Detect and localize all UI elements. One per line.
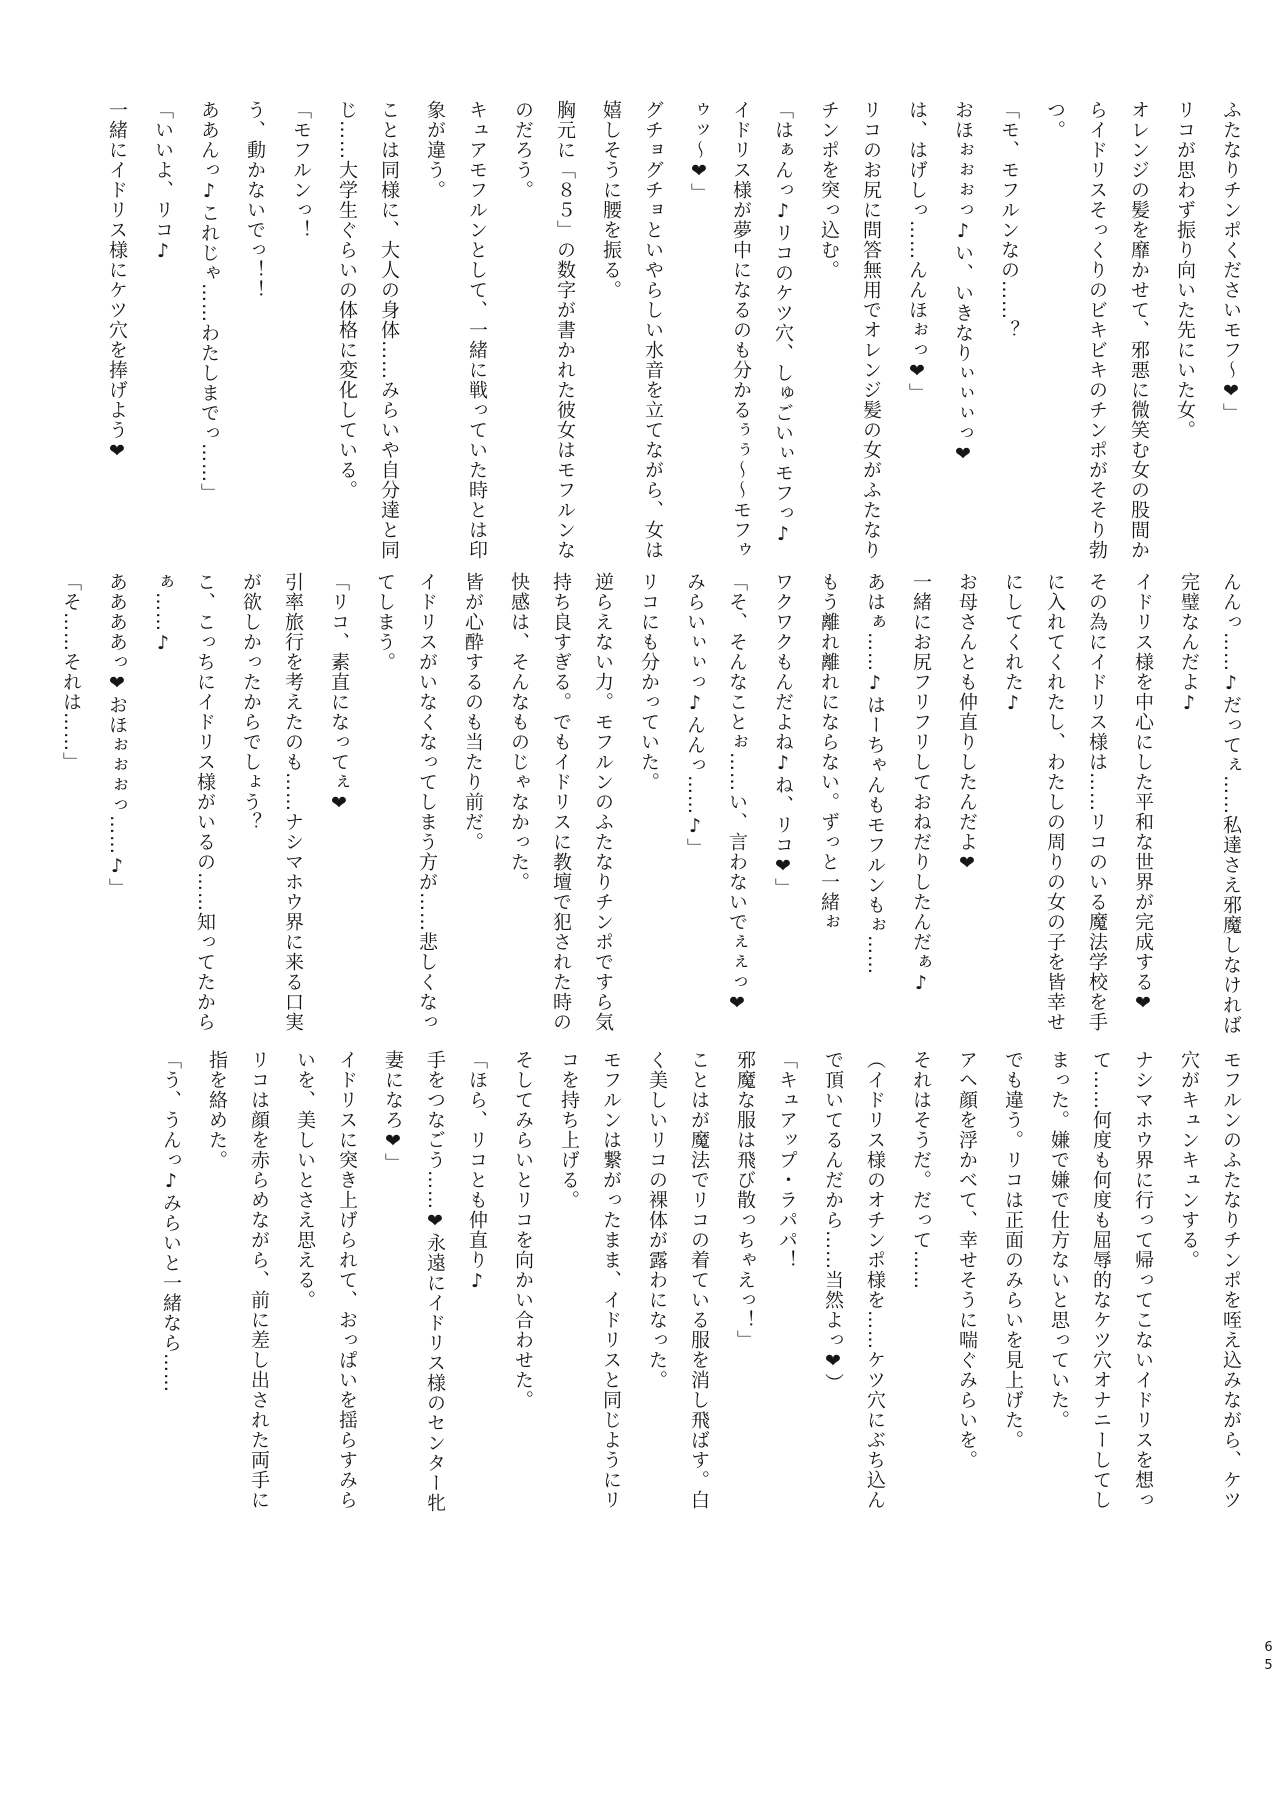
text-column: ゥッ～❤」 <box>688 100 710 203</box>
text-column: 妻になろ❤」 <box>382 1050 404 1173</box>
text-column: 「そ、そんなことぉ……い、言わないでぇぇっ❤ <box>726 572 748 1015</box>
text-column: モフルンのふたなりチンポを咥え込みながら、ケツ <box>1220 1050 1242 1510</box>
text-column: 「う、うんっ♪みらいと一緒なら…… <box>160 1050 182 1393</box>
text-column: 胸元に「８５」の数字が書かれた彼女はモフルンな <box>554 100 576 560</box>
text-column: ぁ……♪ <box>152 572 174 655</box>
text-column: く美しいリコの裸体が露わになった。 <box>646 1050 668 1390</box>
text-band-bottom <box>150 1050 1252 1516</box>
text-column: その為にイドリス様は……リコのいる魔法学校を手 <box>1086 572 1108 1032</box>
text-column: 「いいよ、リコ♪ <box>152 100 174 263</box>
text-column: 穴がキュンキュンする。 <box>1178 1050 1200 1270</box>
text-column: 一緒にイドリス様にケツ穴を捧げよう❤ <box>106 100 128 463</box>
text-column: 「そ……それは……」 <box>60 572 82 772</box>
text-column: ナシマホウ界に行って帰ってこないイドリスを想っ <box>1132 1050 1154 1510</box>
text-band-top <box>96 100 1252 566</box>
text-column: 完璧なんだよ♪ <box>1178 572 1200 715</box>
text-column: ことは同様に、大人の身体……みらいや自分達と同 <box>378 100 400 560</box>
text-column: 持ち良すぎる。でもイドリスに教壇で犯された時の <box>550 572 572 1032</box>
text-column: いを、美しいとさえ思える。 <box>294 1050 316 1310</box>
text-column: のだろう。 <box>512 100 534 200</box>
text-column: 「はぁんっ♪リコのケツ穴、しゅごいぃモフっ♪ <box>772 100 794 546</box>
text-column: （イドリス様のオチンポ様を……ケツ穴にぶち込ん <box>864 1050 886 1510</box>
text-column: に入れてくれたし、わたしの周りの女の子を皆幸せ <box>1044 572 1066 1032</box>
text-column: ことはが魔法でリコの着ている服を消し飛ばす。白 <box>688 1050 710 1510</box>
text-column: おほぉぉぉっ♪い、いきなりぃぃぃっ❤ <box>952 100 974 466</box>
text-column: モフルンは繋がったまま、イドリスと同じようにリ <box>600 1050 622 1510</box>
text-column: で頂いてるんだから……当然よっ❤） <box>822 1050 844 1393</box>
text-column: リコは顔を赤らめながら、前に差し出された両手に <box>248 1050 270 1510</box>
text-band-middle <box>50 572 1252 1038</box>
text-column: 引率旅行を考えたのも……ナシマホウ界に来る口実 <box>282 572 304 1032</box>
text-column: らイドリスそっくりのビキビキのチンポがそそり勃 <box>1086 100 1108 560</box>
text-column: あはぁ……♪はーちゃんもモフルンもぉ…… <box>864 572 886 975</box>
text-column: てしまう。 <box>374 572 396 672</box>
text-column: 一緒にお尻フリフリしておねだりしたんだぁ♪ <box>910 572 932 995</box>
text-column: お母さんとも仲直りしたんだよ❤ <box>956 572 978 875</box>
text-column: う、動かないでっ！！ <box>244 100 266 300</box>
text-column: キュアモフルンとして、一緒に戦っていた時とは印 <box>466 100 488 560</box>
text-column: んんっ……♪だってぇ……私達さえ邪魔しなければ <box>1220 572 1242 1035</box>
text-column: 「キュアップ・ラパパ！ <box>776 1050 798 1270</box>
text-column: イドリスに突き上げられて、おっぱいを揺らすみら <box>336 1050 358 1510</box>
text-column: 「モフルンっ！ <box>290 100 312 240</box>
text-column: リコが思わず振り向いた先にいた女。 <box>1174 100 1196 440</box>
text-column: チンポを突っ込む。 <box>818 100 840 280</box>
text-column: にしてくれた♪ <box>1002 572 1024 715</box>
text-column: オレンジの髪を靡かせて、邪悪に微笑む女の股間か <box>1128 100 1150 560</box>
text-column: それはそうだ。だって…… <box>910 1050 932 1290</box>
text-column: コを持ち上げる。 <box>558 1050 580 1210</box>
text-column: 「モ、モフルンなの……？ <box>998 100 1020 340</box>
text-column: ワクワクもんだよね♪ね、リコ❤」 <box>772 572 794 898</box>
text-column: みらいぃぃっ♪んんっ……♪」 <box>684 572 706 858</box>
text-column: もう離れ離れにならない。ずっと一緒ぉ <box>818 572 840 932</box>
text-column: リコのお尻に問答無用でオレンジ髪の女がふたなり <box>860 100 882 560</box>
text-column: 皆が心酔するのも当たり前だ。 <box>462 572 484 852</box>
text-column: 逆らえない力。モフルンのふたなりチンポですら気 <box>592 572 614 1032</box>
text-column: 手をつなごう……❤永遠にイドリス様のセンター牝 <box>424 1050 446 1513</box>
text-column: 指を絡めた。 <box>206 1050 228 1170</box>
text-column: そしてみらいとリコを向かい合わせた。 <box>512 1050 534 1410</box>
text-column: イドリスがいなくなってしまう方が……悲しくなっ <box>416 572 438 1032</box>
text-column: アヘ顔を浮かべて、幸せそうに喘ぐみらいを。 <box>956 1050 978 1470</box>
text-column: ふたなりチンポくださいモフ～❤」 <box>1220 100 1242 423</box>
text-column: イドリス様が夢中になるのも分かるぅぅ～～モフゥ <box>730 100 752 560</box>
text-column: 邪魔な服は飛び散っちゃえっ！」 <box>734 1050 756 1350</box>
text-column: グチョグチョといやらしい水音を立てながら、女は <box>642 100 664 560</box>
text-column: ああんっ♪これじゃ……わたしまでっ……」 <box>198 100 220 503</box>
text-column: リコにも分かっていた。 <box>638 572 660 792</box>
text-column: て……何度も何度も屈辱的なケツ穴オナニーしてし <box>1090 1050 1112 1510</box>
text-column: 象が違う。 <box>424 100 446 200</box>
text-column: が欲しかったからでしょう？ <box>240 572 262 832</box>
text-column: 嬉しそうに腰を振る。 <box>600 100 622 300</box>
text-column: つ。 <box>1044 100 1066 140</box>
text-column: じ……大学生ぐらいの体格に変化している。 <box>336 100 358 500</box>
text-column: は、はげしっ……んんほぉっ❤」 <box>906 100 928 403</box>
text-column: 快感は、そんなものじゃなかった。 <box>508 572 530 892</box>
text-column: イドリス様を中心にした平和な世界が完成する❤ <box>1132 572 1154 1015</box>
text-column: でも違う。リコは正面のみらいを見上げた。 <box>1002 1050 1024 1450</box>
text-column: こ、こっちにイドリス様がいるの……知ってたから <box>194 572 216 1032</box>
text-column: まった。嫌で嫌で仕方ないと思っていた。 <box>1048 1050 1070 1430</box>
text-column: 「リコ、素直になってぇ❤ <box>328 572 350 815</box>
text-column: ああああっ❤おほぉぉぉっ……♪」 <box>106 572 128 898</box>
text-column: 「ほら、リコとも仲直り♪ <box>466 1050 488 1293</box>
page-number: 65 <box>1261 1640 1276 1676</box>
